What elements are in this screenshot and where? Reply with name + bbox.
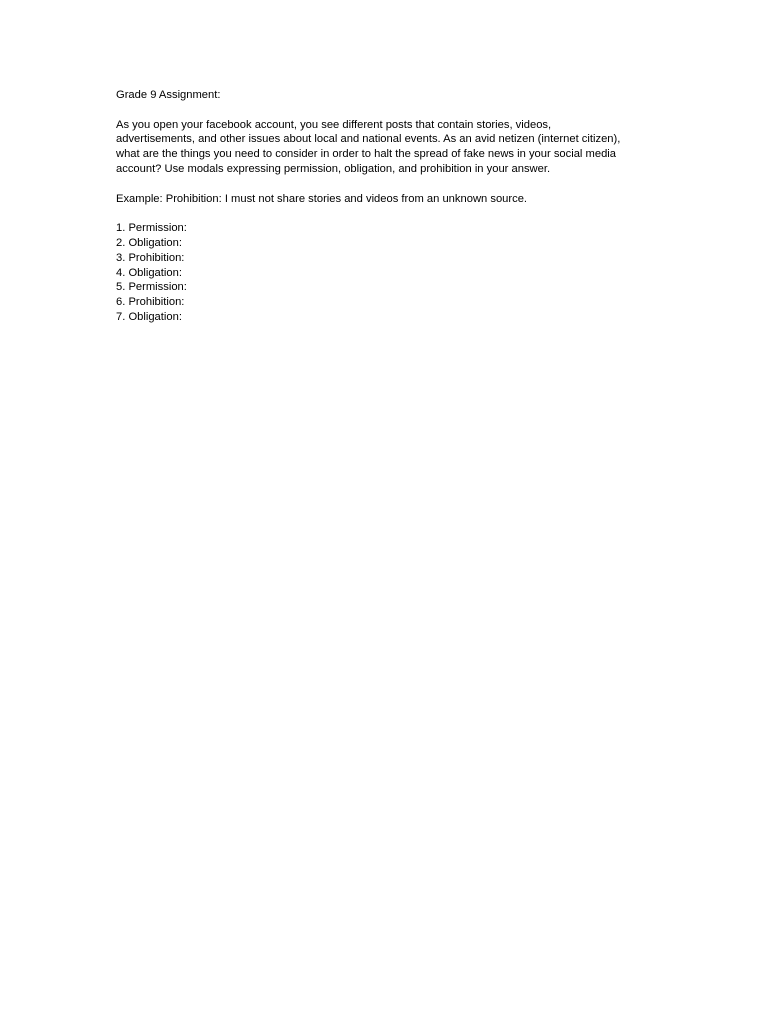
list-item: 7. Obligation:	[116, 310, 182, 323]
list-item: 4. Obligation:	[116, 266, 182, 279]
list-item: 3. Prohibition:	[116, 251, 185, 264]
document-page	[116, 88, 656, 325]
example-sentence: Example: Prohibition: I must not share stories and videos from an unknown source.	[116, 192, 528, 205]
list-item: 2. Obligation:	[116, 236, 182, 249]
assignment-title: Grade 9 Assignment:	[116, 89, 221, 101]
list-item: 1. Permission:	[116, 222, 187, 235]
list-item: 6. Prohibition:	[116, 296, 185, 309]
list-item: 5. Permission:	[116, 281, 187, 294]
instructions-line: advertisements, and other issues about local and national events. As an avid netizen (internet citizen),	[116, 133, 621, 146]
instructions-line: As you open your facebook account, you see different posts that contain stories, videos,	[116, 118, 552, 131]
instructions-paragraph	[116, 118, 656, 177]
instructions-line: account? Use modals expressing permission, obligation, and prohibition in your answer.	[116, 162, 551, 175]
instructions-line: what are the things you need to consider in order to halt the spread of fake news in your social media	[116, 148, 617, 161]
answer-list	[116, 221, 656, 325]
